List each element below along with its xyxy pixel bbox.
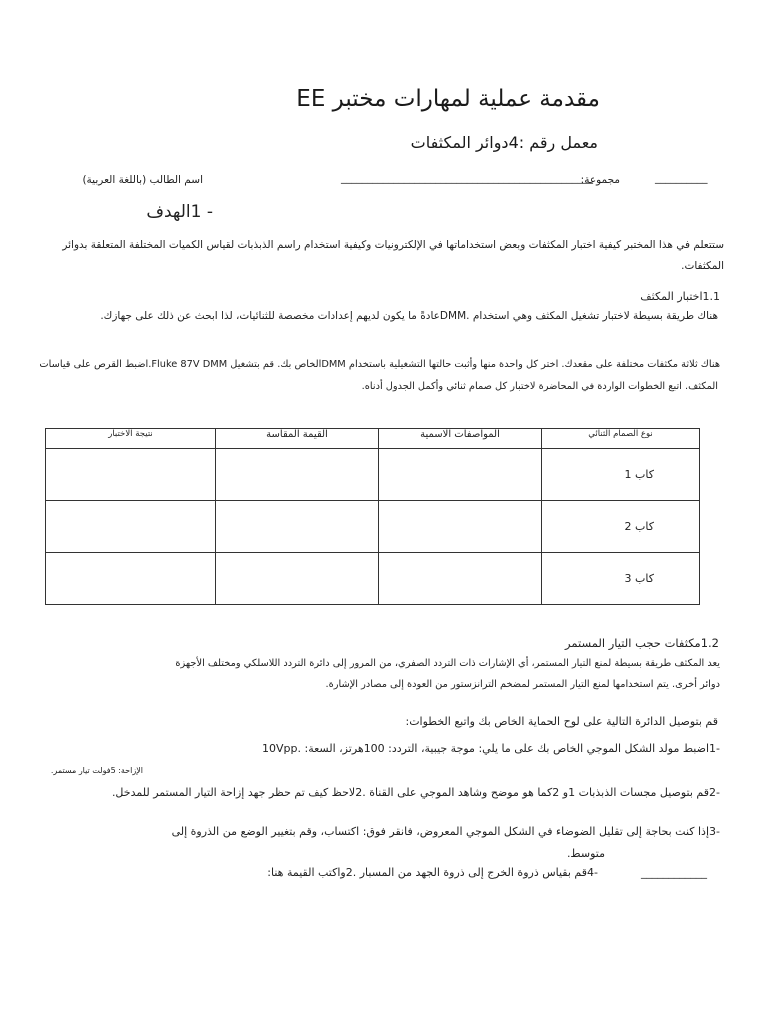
- section-1-2-line-1: يعد المكثف طريقة بسيطة لمنع التيار المستمر، أي الإشارات ذات التردد الصفري، من المرور إلى دائرة التردد اللاسلكي ومختلف الأجهزة: [175, 658, 720, 669]
- group-label: مجموعة:: [580, 174, 620, 186]
- table-cell-nominal[interactable]: [379, 449, 542, 501]
- student-name-label: اسم الطالب (باللغة العربية): [82, 174, 203, 186]
- section-1-2-line-2: دوائر أخرى. يتم استخدامها لمنع التيار المستمر لمضخم الترانزستور من العودة إلى مصادر الإشارة.: [325, 679, 720, 690]
- step-4-answer-blank[interactable]: ____________: [641, 866, 707, 879]
- page-title: مقدمة عملية لمهارات مختبر EE: [296, 86, 600, 112]
- section-1-1-heading: 1.1اختبار المكثف: [640, 290, 720, 303]
- table-cell-cap-label: [542, 501, 700, 553]
- capacitor-test-table: [45, 428, 700, 605]
- offset-note: الإزاحة: 5فولت تيار مستمر.: [50, 766, 143, 775]
- table-row: [46, 501, 700, 553]
- table-cell-measured[interactable]: [216, 449, 379, 501]
- table-cell-result[interactable]: [46, 553, 216, 605]
- table-header-test-result: نتيجة الاختبار: [46, 429, 216, 449]
- table-header-row: [46, 429, 700, 449]
- step-4: -4قم بقياس ذروة الخرج إلى ذروة الجهد من المسبار .2واكتب القيمة هنا:: [267, 866, 598, 879]
- section-1-2-instruction: قم بتوصيل الدائرة التالية على لوح الحماية الخاص بك واتبع الخطوات:: [405, 715, 718, 728]
- section-1-2-heading: 1.2مكثفات حجب التيار المستمر: [565, 636, 719, 650]
- table-row: [46, 449, 700, 501]
- table-cell-result[interactable]: [46, 501, 216, 553]
- objective-line-2: المكثفات.: [681, 260, 724, 272]
- lab-label: معمل رقم :4دوائر المكثفات: [410, 133, 598, 152]
- section-1-1-line-1: هناك طريقة بسيطة لاختبار تشغيل المكثف وهي استخدام .DMMعادةً ما يكون لديهم إعدادات مخصصة للثنائيات، لذا ابحث عن ذلك على جهازك.: [100, 310, 718, 322]
- objective-heading: - 1الهدف: [146, 202, 213, 222]
- section-1-1-para2-line-1: هناك ثلاثة مكثفات مختلفة على مقعدك. اختر كل واحدة منها وأثبت حالتها التشغيلية باستخدام DMMالخاص بك. قم بتشغيل Fluke 87V DMM.اضبط القرص على قياسات: [39, 359, 720, 370]
- table-cell-cap-label: [542, 553, 700, 605]
- step-3-line-2: متوسط.: [566, 847, 605, 860]
- table-header-measured-value: القيمة المقاسة: [216, 429, 379, 449]
- student-name-blank: ________________________________________________: [341, 172, 593, 184]
- step-2: -2قم بتوصيل مجسات الذبذبات 1و 2كما هو موضح وشاهد الموجي على القناة .2لاحظ كيف تم حظر جهد إزاحة التيار المستمر للمدخل.: [111, 786, 720, 799]
- step-3-line-1: -3إذا كنت بحاجة إلى تقليل الضوضاء في الشكل الموجي المعروض، فانقر فوق: اكتساب، وقم بتغيير الوضع من الذروة إلى: [171, 825, 720, 838]
- table-cell-measured[interactable]: [216, 501, 379, 553]
- table-header-nominal-specs: المواصفات الاسمية: [379, 429, 542, 449]
- table-cell-nominal[interactable]: [379, 553, 542, 605]
- table-cell-measured[interactable]: [216, 553, 379, 605]
- cap-3-label: كاب 3: [624, 572, 654, 585]
- cap-1-label: كاب 1: [624, 468, 654, 481]
- table-cell-cap-label: [542, 449, 700, 501]
- objective-line-1: ستتعلم في هذا المختبر كيفية اختبار المكثفات وبعض استخداماتها في الإلكترونيات وكيفية استخدام راسم الذبذبات لقياس الكميات المختلفة المتعلقة بدوائر: [62, 239, 724, 251]
- section-1-1-para2-line-2: المكثف. اتبع الخطوات الواردة في المحاضرة لاختبار كل صمام ثنائي وأكمل الجدول أدناه.: [361, 381, 718, 392]
- group-blank: __________: [655, 172, 708, 184]
- cap-2-label: كاب 2: [624, 520, 654, 533]
- table-row: [46, 553, 700, 605]
- table-header-diode-type: نوع الصمام الثنائي: [542, 429, 700, 449]
- table-cell-nominal[interactable]: [379, 501, 542, 553]
- table-cell-result[interactable]: [46, 449, 216, 501]
- step-1: -1اضبط مولد الشكل الموجي الخاص بك على ما يلي: موجة جيبية، التردد: 100هرتز، السعة: .10Vpp: [262, 742, 720, 755]
